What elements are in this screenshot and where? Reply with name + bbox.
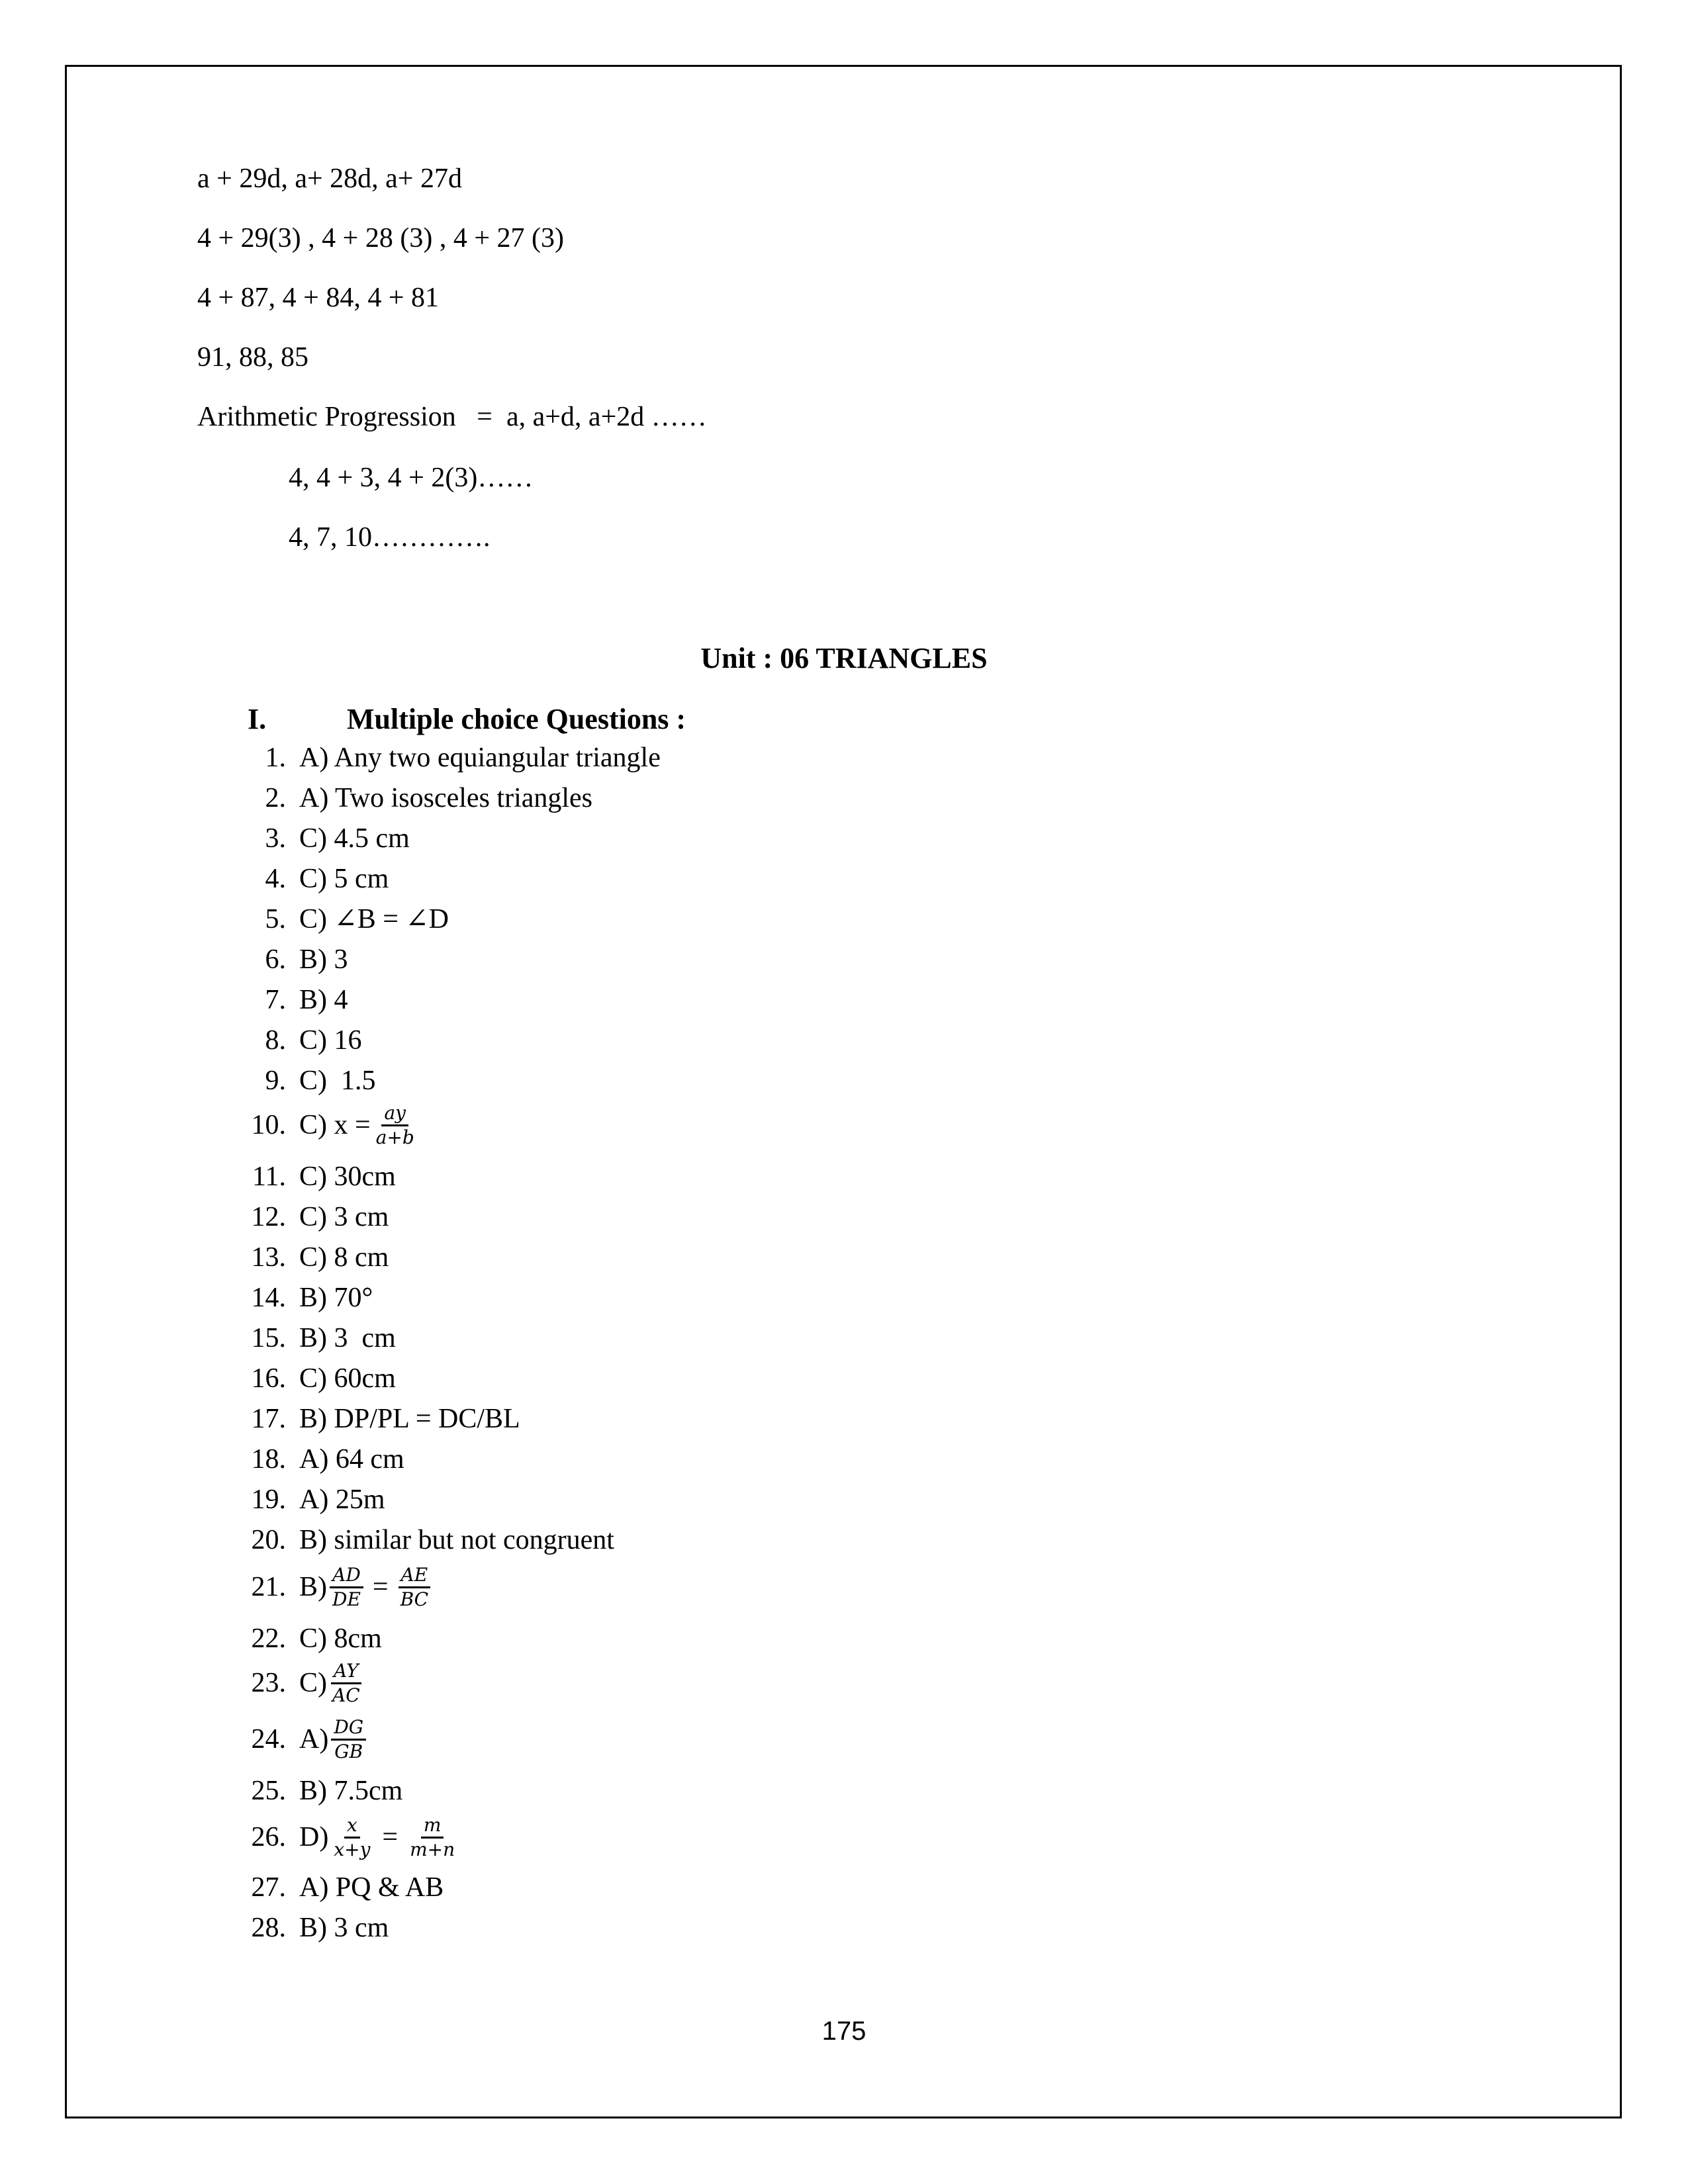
answer-number: 26. <box>251 1822 286 1852</box>
answer-number: 3. <box>265 823 286 854</box>
answer-text <box>299 1359 396 1398</box>
fraction-numerator: AY <box>331 1661 361 1684</box>
fraction <box>331 1815 373 1860</box>
answer-label: A) Any two equiangular triangle <box>299 743 661 773</box>
answer-label: B) 3 <box>299 944 348 975</box>
answer-text <box>299 1563 434 1610</box>
fraction-numerator: DG <box>331 1717 366 1741</box>
section-number: I. <box>248 703 267 735</box>
answer-text <box>299 1021 362 1060</box>
answer-number: 16. <box>251 1363 286 1394</box>
answer-label: B) 3 cm <box>299 1323 396 1353</box>
fraction-denominator: AC <box>332 1684 360 1706</box>
answer-label: A) PQ & AB <box>299 1872 444 1903</box>
answer-text <box>299 980 348 1020</box>
ap-result-line: 4, 7, 10…………. <box>289 522 491 553</box>
fraction-numerator: ay <box>381 1103 408 1126</box>
derivation-line-1: a + 29d, a+ 28d, a+ 27d <box>197 163 462 194</box>
answer-number: 7. <box>265 985 286 1015</box>
answer-text <box>299 1715 369 1762</box>
answer-number: 10. <box>251 1110 286 1140</box>
answer-number: 20. <box>251 1525 286 1555</box>
fraction <box>331 1717 366 1762</box>
answer-label: C) 5 cm <box>299 864 389 894</box>
answer-number: 15. <box>251 1323 286 1353</box>
equals-sign: = <box>372 1572 389 1602</box>
answer-text <box>299 899 449 939</box>
answer-text <box>299 1619 382 1659</box>
answer-label: C) 4.5 cm <box>299 823 410 854</box>
section-title: Multiple choice Questions : <box>347 703 686 735</box>
fraction-numerator: m <box>421 1815 444 1839</box>
answer-text <box>299 1868 444 1907</box>
answer-label: B) <box>299 1572 327 1602</box>
ap-definition-line: Arithmetic Progression = a, a+d, a+2d …… <box>197 402 707 432</box>
answer-label: A) 25m <box>299 1484 385 1515</box>
fraction-denominator: a+b <box>375 1126 414 1148</box>
answer-label: B) similar but not congruent <box>299 1525 614 1555</box>
answer-text <box>299 1908 389 1948</box>
answer-label: B) 3 cm <box>299 1913 389 1943</box>
fraction-numerator: x <box>344 1815 360 1839</box>
answer-text <box>299 778 592 818</box>
answer-label: C) 30cm <box>299 1161 396 1192</box>
answer-number: 1. <box>265 743 286 773</box>
answer-label: B) 7.5cm <box>299 1776 403 1806</box>
answer-label: D) <box>299 1822 329 1852</box>
answer-number: 28. <box>251 1913 286 1943</box>
fraction <box>373 1103 417 1148</box>
fraction <box>407 1815 457 1860</box>
derivation-line-4: 91, 88, 85 <box>197 342 308 373</box>
answer-number: 12. <box>251 1202 286 1232</box>
answer-label: C) ∠B = ∠D <box>299 904 449 934</box>
fraction-denominator: m+n <box>410 1838 455 1860</box>
answer-text <box>299 1318 396 1358</box>
fraction-denominator: BC <box>400 1588 429 1610</box>
answer-number: 22. <box>251 1623 286 1654</box>
fraction <box>330 1661 363 1706</box>
answer-text <box>299 1813 460 1860</box>
fraction-denominator: GB <box>334 1740 363 1762</box>
answer-label: B) 70° <box>299 1283 373 1313</box>
equals-sign: = <box>382 1822 399 1852</box>
ap-substitution-line: 4, 4 + 3, 4 + 2(3)…… <box>289 463 534 493</box>
answer-number: 17. <box>251 1404 286 1434</box>
answer-label: C) 1.5 <box>299 1066 376 1096</box>
answer-text <box>299 1480 385 1520</box>
answer-text <box>299 1238 389 1277</box>
answer-label: A) 64 cm <box>299 1444 404 1475</box>
answer-label: A) Two isosceles triangles <box>299 783 593 813</box>
answer-number: 27. <box>251 1872 286 1903</box>
answer-number: 5. <box>265 904 286 934</box>
answer-label: B) DP/PL = DC/BL <box>299 1404 520 1434</box>
answer-label: A) <box>299 1724 329 1754</box>
fraction-denominator: DE <box>332 1588 361 1610</box>
answer-number: 2. <box>265 783 286 813</box>
page-number: 175 <box>821 2017 867 2046</box>
answer-number: 8. <box>265 1025 286 1056</box>
answer-text <box>299 1197 389 1237</box>
answer-text <box>299 738 661 778</box>
fraction-numerator: AD <box>330 1565 363 1588</box>
answer-label: B) 4 <box>299 985 348 1015</box>
answer-number: 24. <box>251 1724 286 1754</box>
fraction-denominator: x+y <box>334 1838 371 1860</box>
answer-number: 19. <box>251 1484 286 1515</box>
answer-text <box>299 1399 520 1439</box>
answer-label: C) 8 cm <box>299 1242 389 1273</box>
answer-label: C) x = <box>299 1110 371 1140</box>
answer-number: 4. <box>265 864 286 894</box>
answer-label: C) <box>299 1668 327 1698</box>
fraction-numerator: AE <box>399 1565 431 1588</box>
answer-text <box>299 1278 373 1318</box>
answer-number: 13. <box>251 1242 286 1273</box>
answer-number: 9. <box>265 1066 286 1096</box>
answer-text <box>299 1659 365 1706</box>
answer-label: C) 3 cm <box>299 1202 389 1232</box>
answer-text <box>299 1439 404 1479</box>
answer-text <box>299 1101 420 1148</box>
answer-text <box>299 859 389 899</box>
answer-text <box>299 940 348 979</box>
answer-number: 6. <box>265 944 286 975</box>
answer-number: 14. <box>251 1283 286 1313</box>
answer-number: 11. <box>252 1161 286 1192</box>
answer-number: 23. <box>251 1668 286 1698</box>
answer-text <box>299 1771 402 1811</box>
answer-number: 25. <box>251 1776 286 1806</box>
answer-number: 21. <box>251 1572 286 1602</box>
answer-label: C) 8cm <box>299 1623 382 1654</box>
answer-text <box>299 1157 396 1197</box>
answer-label: C) 60cm <box>299 1363 396 1394</box>
fraction <box>330 1565 363 1610</box>
answer-text <box>299 1061 376 1101</box>
unit-title: Unit : 06 TRIANGLES <box>700 642 988 674</box>
answer-text <box>299 1520 614 1560</box>
derivation-line-3: 4 + 87, 4 + 84, 4 + 81 <box>197 283 440 313</box>
derivation-line-2: 4 + 29(3) , 4 + 28 (3) , 4 + 27 (3) <box>197 223 564 253</box>
fraction <box>398 1565 432 1610</box>
answer-number: 18. <box>251 1444 286 1475</box>
answer-label: C) 16 <box>299 1025 362 1056</box>
answer-text <box>299 819 410 858</box>
